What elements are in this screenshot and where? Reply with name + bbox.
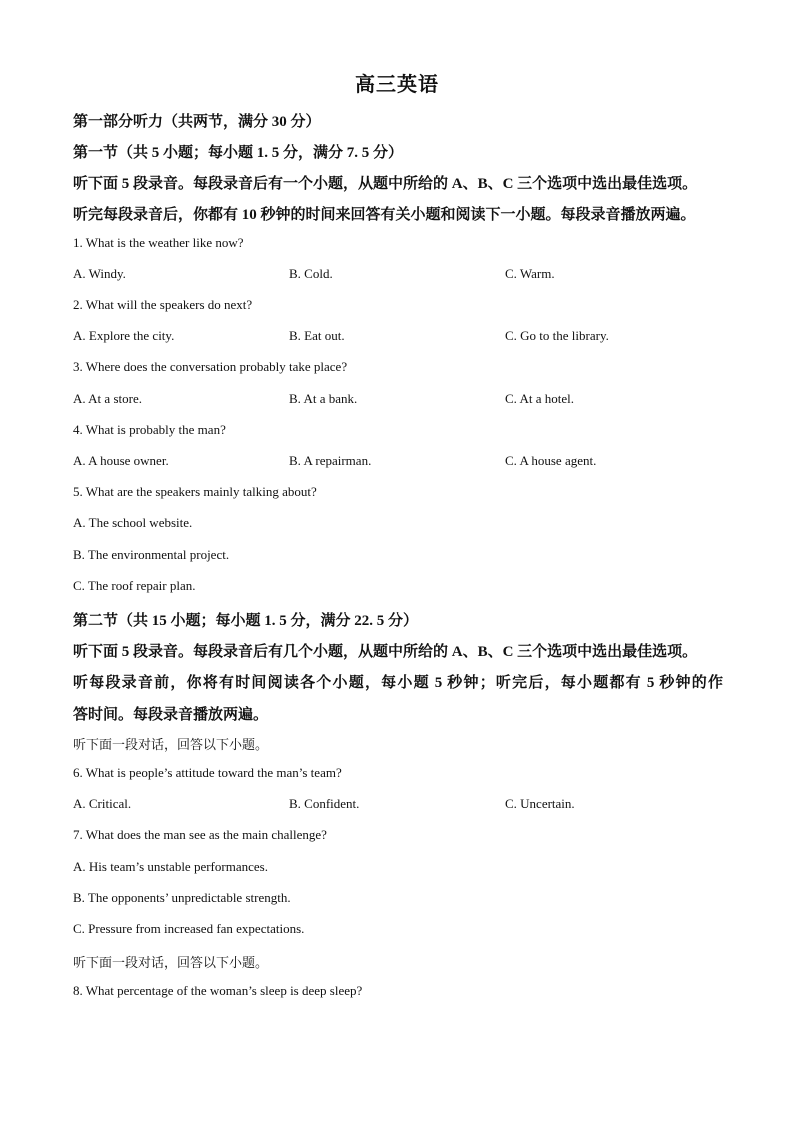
question-stem: 8. What percentage of the woman’s sleep is deep sleep? [73,983,363,998]
dialogue-note: 听下面一段对话，回答以下小题。 [73,955,269,970]
question-stem: 4. What is probably the man? [73,422,226,437]
section2-instruction-line: 听每段录音前，你将有时间阅读各个小题，每小题 5 秒钟；听完后，每小题都有 5 秒钟的作 [73,675,723,691]
option-a: A. At a store. [73,391,142,406]
option-b: B. At a bank. [289,391,358,406]
option-c: C. Warm. [505,266,555,281]
option-b: B. Cold. [289,266,333,281]
option-a: A. Windy. [73,266,126,281]
page-title: 高三英语 [355,74,439,96]
section1-instruction-line: 听下面 5 段录音。每段录音后有一个小题，从题中所给的 A、B、C 三个选项中选出最佳选项。 [73,176,698,192]
option-b: B. Confident. [289,796,360,811]
option-a: A. Explore the city. [73,328,175,343]
option-c: C. Pressure from increased fan expectations. [73,921,305,936]
question-stem: 3. Where does the conversation probably take place? [73,359,348,374]
section2-heading: 第二节（共 15 小题；每小题 1. 5 分，满分 22. 5 分） [73,613,419,629]
option-c: C. Go to the library. [505,328,609,343]
option-b: B. The opponents’ unpredictable strength. [73,890,291,905]
option-b: B. A repairman. [289,453,372,468]
question-stem: 7. What does the man see as the main challenge? [73,827,327,842]
option-a: A. Critical. [73,796,132,811]
option-c: C. The roof repair plan. [73,578,196,593]
option-c: C. At a hotel. [505,391,574,406]
option-a: A. The school website. [73,515,193,530]
section2-instruction-line: 答时间。每段录音播放两遍。 [73,707,269,723]
section1-heading: 第一节（共 5 小题；每小题 1. 5 分，满分 7. 5 分） [73,145,404,161]
option-b: B. The environmental project. [73,547,230,562]
dialogue-note: 听下面一段对话，回答以下小题。 [73,737,269,752]
question-stem: 1. What is the weather like now? [73,235,244,250]
option-c: C. A house agent. [505,453,597,468]
question-stem: 2. What will the speakers do next? [73,297,253,312]
part1-heading: 第一部分听力（共两节，满分 30 分） [73,114,321,130]
question-stem: 5. What are the speakers mainly talking about? [73,484,317,499]
option-c: C. Uncertain. [505,796,575,811]
option-a: A. His team’s unstable performances. [73,859,268,874]
option-b: B. Eat out. [289,328,345,343]
section2-instruction-line: 听下面 5 段录音。每段录音后有几个小题，从题中所给的 A、B、C 三个选项中选出最佳选项。 [73,644,698,660]
section1-instruction-line: 听完每段录音后，你都有 10 秒钟的时间来回答有关小题和阅读下一小题。每段录音播放两遍。 [73,207,696,223]
question-stem: 6. What is people’s attitude toward the man’s team? [73,765,342,780]
option-a: A. A house owner. [73,453,169,468]
